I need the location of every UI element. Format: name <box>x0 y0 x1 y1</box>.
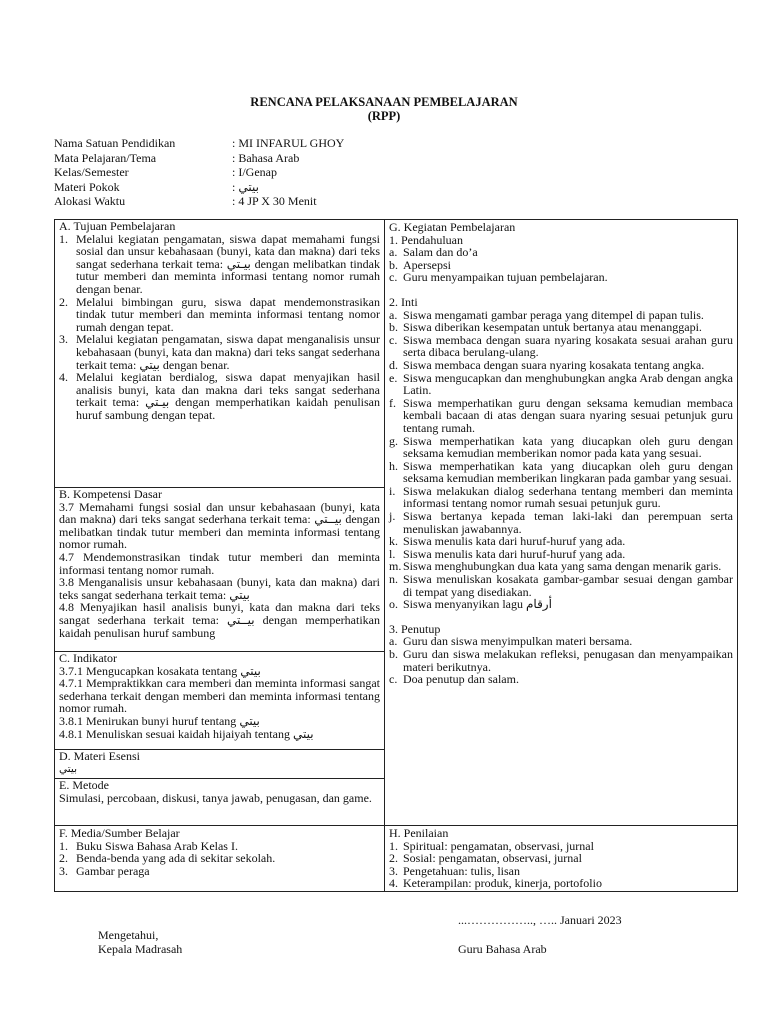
media-item <box>59 865 380 878</box>
intro-item-text: Salam dan do’a <box>403 245 478 260</box>
objective-item-marker: 1. <box>59 231 68 246</box>
intro-item-text: Apersepsi <box>403 257 451 272</box>
teacher-label: Guru Bahasa Arab <box>458 942 547 956</box>
core-heading: 2. Inti <box>389 294 418 309</box>
core-activity-item-text: Siswa membaca dengan suara nyaring kosakata tentang angka. <box>403 357 705 372</box>
core-activity-item-text: Siswa memperhatikan kata yang diucapkan oleh guru dengan seksama kemudian memberikan lingkaran pada gambar yang sesuai. <box>403 458 733 486</box>
indicator-item: 4.8.1 Menuliskan sesuai kaidah hijaiyah tentang بيتي <box>59 726 314 741</box>
core-activity-item <box>389 359 733 372</box>
intro-item-marker: c. <box>389 270 398 285</box>
assessment-item-marker: 3. <box>389 863 398 878</box>
assessment-item-marker: 2. <box>389 851 398 866</box>
info-row-topic: Materi Pokok : بيتي <box>54 179 259 194</box>
closing-item-text: Guru dan siswa melakukan refleksi, penugasan dan menyampaikan materi berikutnya. <box>403 647 733 674</box>
competency-item: 3.8 Menganalisis unsur kebahasaan (bunyi, kata dan makna) dari teks sangat sederhana terkait tema: بيتي <box>59 575 380 602</box>
section-f <box>55 826 385 892</box>
competency-item: 4.7 Mendemonstrasikan tindak tutur memberi dan meminta informasi tentang nomor rumah. <box>59 549 380 577</box>
section-c <box>55 652 384 750</box>
closing-item <box>389 648 733 673</box>
closing-item-text: Guru dan siswa menyimpulkan materi bersama. <box>403 634 633 649</box>
objective-item-text: Melalui kegiatan pengamatan, siswa dapat menganalisis unsur kebahasaan (bunyi, kata dan makna) dari teks sangat sederhana terkait tema: بيتي dengan benar. <box>76 332 380 372</box>
section-h-heading: H. Penilaian <box>389 826 449 840</box>
essential-material: بيتي <box>59 762 78 775</box>
objective-item-text: Melalui kegiatan berdialog, siswa dapat menyajikan hasil analisis bunyi, kata dan makna dari teks sangat sederhana terkait tema: بيـتي dengan memperhatikan kaidah penulisan huruf sambung dengan tepat. <box>76 370 380 422</box>
document-subtitle: (RPP) <box>367 109 401 123</box>
core-activity-item <box>389 573 733 598</box>
section-b-heading: B. Kompetensi Dasar <box>59 487 162 501</box>
core-activity-item-marker: n. <box>389 572 398 587</box>
principal-label: Kepala Madrasah <box>98 942 183 956</box>
intro-item-text: Guru menyampaikan tujuan pembelajaran. <box>403 270 608 285</box>
core-activity-item-text: Siswa menyanyikan lagu أرقام <box>403 597 552 612</box>
media-list <box>59 840 380 878</box>
assessment-item <box>389 877 733 890</box>
core-activity-item-text: Siswa menuliskan kosakata gambar-gambar sesuai dengan gambar di tempat yang disediakan. <box>403 572 733 599</box>
core-activity-item <box>389 510 733 535</box>
core-activity-item-text: Siswa menulis kata dari huruf-huruf yang ada. <box>403 546 626 561</box>
info-row-school: Nama Satuan Pendidikan : MI INFARUL GHOY <box>54 136 345 150</box>
core-activity-item-text: Siswa membaca dengan suara nyaring kosakata sesuai arahan guru serta dibaca berulang-ulang. <box>403 332 733 360</box>
right-column-top <box>385 220 738 826</box>
closing-item <box>389 673 733 686</box>
assessment-item <box>389 852 733 865</box>
media-item-marker: 2. <box>59 851 68 866</box>
core-activity-item-text: Siswa memperhatikan guru dengan seksama kemudian membaca kembali bacaan di atas dengan suara nyaring sesuai petunjuk guru tentang rumah. <box>403 395 733 435</box>
intro-item <box>389 271 733 284</box>
core-activity-item-marker: k. <box>389 534 398 549</box>
objective-item <box>59 233 380 296</box>
core-activity-item-text: Siswa menghubungkan dua kata yang sama dengan menarik garis. <box>403 559 722 574</box>
objective-item-marker: 2. <box>59 294 68 309</box>
assessment-item-text: Pengetahuan: tulis, lisan <box>403 863 520 878</box>
core-activity-item-marker: d. <box>389 357 398 372</box>
assessment-item-marker: 4. <box>389 876 398 891</box>
info-row-class: Kelas/Semester : I/Genap <box>54 165 277 180</box>
core-activity-item-marker: f. <box>389 395 396 410</box>
core-activity-item <box>389 397 733 435</box>
core-activity-list <box>389 309 733 611</box>
core-activity-item-marker: b. <box>389 320 398 335</box>
closing-list <box>389 635 733 685</box>
core-activity-item-marker: j. <box>389 509 396 524</box>
info-row-subject: Mata Pelajaran/Tema : Bahasa Arab <box>54 150 300 165</box>
intro-list <box>389 246 733 284</box>
core-activity-item-text: Siswa melakukan dialog sederhana tentang memberi dan meminta informasi tentang nomor rumah sesuai petunjuk guru. <box>403 483 733 511</box>
section-e <box>55 779 384 825</box>
core-activity-item-marker: e. <box>389 370 398 385</box>
media-item-text: Gambar peraga <box>76 863 150 878</box>
objective-item <box>59 371 380 421</box>
document-title: RENCANA PELAKSANAAN PEMBELAJARAN <box>250 95 518 109</box>
section-d <box>55 750 384 779</box>
media-item-text: Buku Siswa Bahasa Arab Kelas I. <box>76 838 238 853</box>
left-column-top <box>55 220 385 826</box>
assessment-item-marker: 1. <box>389 838 398 853</box>
acknowledged-label: Mengetahui, <box>98 928 159 942</box>
intro-item-marker: a. <box>389 245 398 260</box>
section-b <box>55 488 384 652</box>
section-g-heading: G. Kegiatan Pembelajaran <box>389 220 516 234</box>
core-activity-item-text: Siswa diberikan kesempatan untuk bertanya atau menanggapi. <box>403 320 702 335</box>
section-c-heading: C. Indikator <box>59 651 117 665</box>
method-text: Simulasi, percobaan, diskusi, tanya jawab, penugasan, dan game. <box>59 790 372 805</box>
closing-item-marker: c. <box>389 672 398 687</box>
core-activity-item-text: Siswa mengamati gambar peraga yang ditempel di papan tulis. <box>403 307 704 322</box>
section-e-heading: E. Metode <box>59 778 109 792</box>
closing-item-marker: b. <box>389 647 398 661</box>
core-activity-item-marker: i. <box>389 483 396 498</box>
intro-item-marker: b. <box>389 257 398 272</box>
identity-block <box>54 136 344 209</box>
closing-heading: 3. Penutup <box>389 621 441 636</box>
assessment-item-text: Spiritual: pengamatan, observasi, jurnal <box>403 838 594 853</box>
assessment-list <box>389 840 733 890</box>
media-item-text: Benda-benda yang ada di sekitar sekolah. <box>76 851 276 866</box>
objective-item-text: Melalui kegiatan pengamatan, siswa dapat memahami fungsi sosial dan unsur kebahasaan (bunyi, kata dan makna) dari teks sangat sederhana terkait tema: بيـتي dengan melibatkan tindak tutur memberi dan meminta informasi tentang nomor rumah dengan benar. <box>76 231 380 296</box>
intro-heading: 1. Pendahuluan <box>389 232 463 247</box>
section-a-heading: A. Tujuan Pembelajaran <box>59 219 176 233</box>
indicator-list <box>59 665 380 741</box>
section-d-heading: D. Materi Esensi <box>59 749 140 763</box>
section-a <box>55 220 384 488</box>
core-activity-item-marker: h. <box>389 458 398 473</box>
closing-item-marker: a. <box>389 634 398 649</box>
objective-item-marker: 4. <box>59 370 68 385</box>
section-f-heading: F. Media/Sumber Belajar <box>59 826 180 840</box>
core-activity-item <box>389 334 733 359</box>
core-activity-item-marker: m. <box>389 559 402 574</box>
media-item <box>59 852 380 865</box>
indicator-item: 3.8.1 Menirukan bunyi huruf tentang بيتي <box>59 713 260 728</box>
core-activity-item <box>389 485 733 510</box>
section-h <box>385 826 738 892</box>
objectives-list <box>59 233 380 422</box>
core-activity-item-marker: a. <box>389 307 398 322</box>
core-activity-item-text: Siswa memperhatikan kata yang diucapkan oleh guru dengan seksama kemudian memberikan nomor pada kata yang sesuai. <box>403 433 733 461</box>
core-activity-item-marker: l. <box>389 546 396 561</box>
objective-item-marker: 3. <box>59 332 68 347</box>
core-activity-item <box>389 460 733 485</box>
intro-item <box>389 246 733 259</box>
core-activity-item-marker: g. <box>389 433 398 448</box>
objective-item <box>59 333 380 371</box>
core-activity-item-text: Siswa bertanya kepada teman laki-laki dan perempuan serta menuliskan jawabannya. <box>403 509 733 536</box>
core-activity-item-marker: c. <box>389 332 398 347</box>
assessment-item-text: Keterampilan: produk, kinerja, portofolio <box>403 876 602 891</box>
rpp-table <box>54 219 738 892</box>
media-item-marker: 3. <box>59 863 68 878</box>
core-activity-item-text: Siswa menulis kata dari huruf-huruf yang ada. <box>403 534 626 549</box>
media-item-marker: 1. <box>59 838 68 853</box>
info-row-time: Alokasi Waktu : 4 JP X 30 Menit <box>54 194 317 209</box>
core-activity-item <box>389 372 733 397</box>
core-activity-item-marker: o. <box>389 597 398 612</box>
core-activity-item <box>389 321 733 334</box>
core-activity-item <box>389 598 733 611</box>
assessment-item-text: Sosial: pengamatan, observasi, jurnal <box>403 851 582 866</box>
core-activity-item <box>389 535 733 548</box>
objective-item-text: Melalui bimbingan guru, siswa dapat mendemonstrasikan tindak tutur memberi dan meminta informasi tentang nomor rumah dengan tepat. <box>76 294 380 334</box>
signature-date: ...…………….., ….. Januari 2023 <box>458 913 622 927</box>
core-activity-item-text: Siswa mengucapkan dan menghubungkan angka Arab dengan angka Latin. <box>403 370 733 398</box>
objective-item <box>59 296 380 334</box>
competency-item: 4.8 Menyajikan hasil analisis bunyi, kata dan makna dari teks sangat sederhana terkait tema: بيــتي dengan memperhatikan kaidah penulisan huruf sambung <box>59 600 380 640</box>
indicator-item: 4.7.1 Mempraktikkan cara memberi dan meminta informasi sangat sederhana terkait dengan memberi dan meminta informasi tentang nomor rumah. <box>59 676 380 716</box>
competency-item: 3.7 Memahami fungsi sosial dan unsur kebahasaan (bunyi, kata dan makna) dari teks sangat sederhana terkait tema: بيــتي dengan melibatkan tindak tutur memberi dan meminta informasi tentang nomor rumah. <box>59 499 380 552</box>
indicator-item: 3.7.1 Mengucapkan kosakata tentang بيتي <box>59 663 261 678</box>
closing-item-text: Doa penutup dan salam. <box>403 672 519 687</box>
core-activity-item <box>389 435 733 460</box>
competency-list <box>59 501 380 640</box>
